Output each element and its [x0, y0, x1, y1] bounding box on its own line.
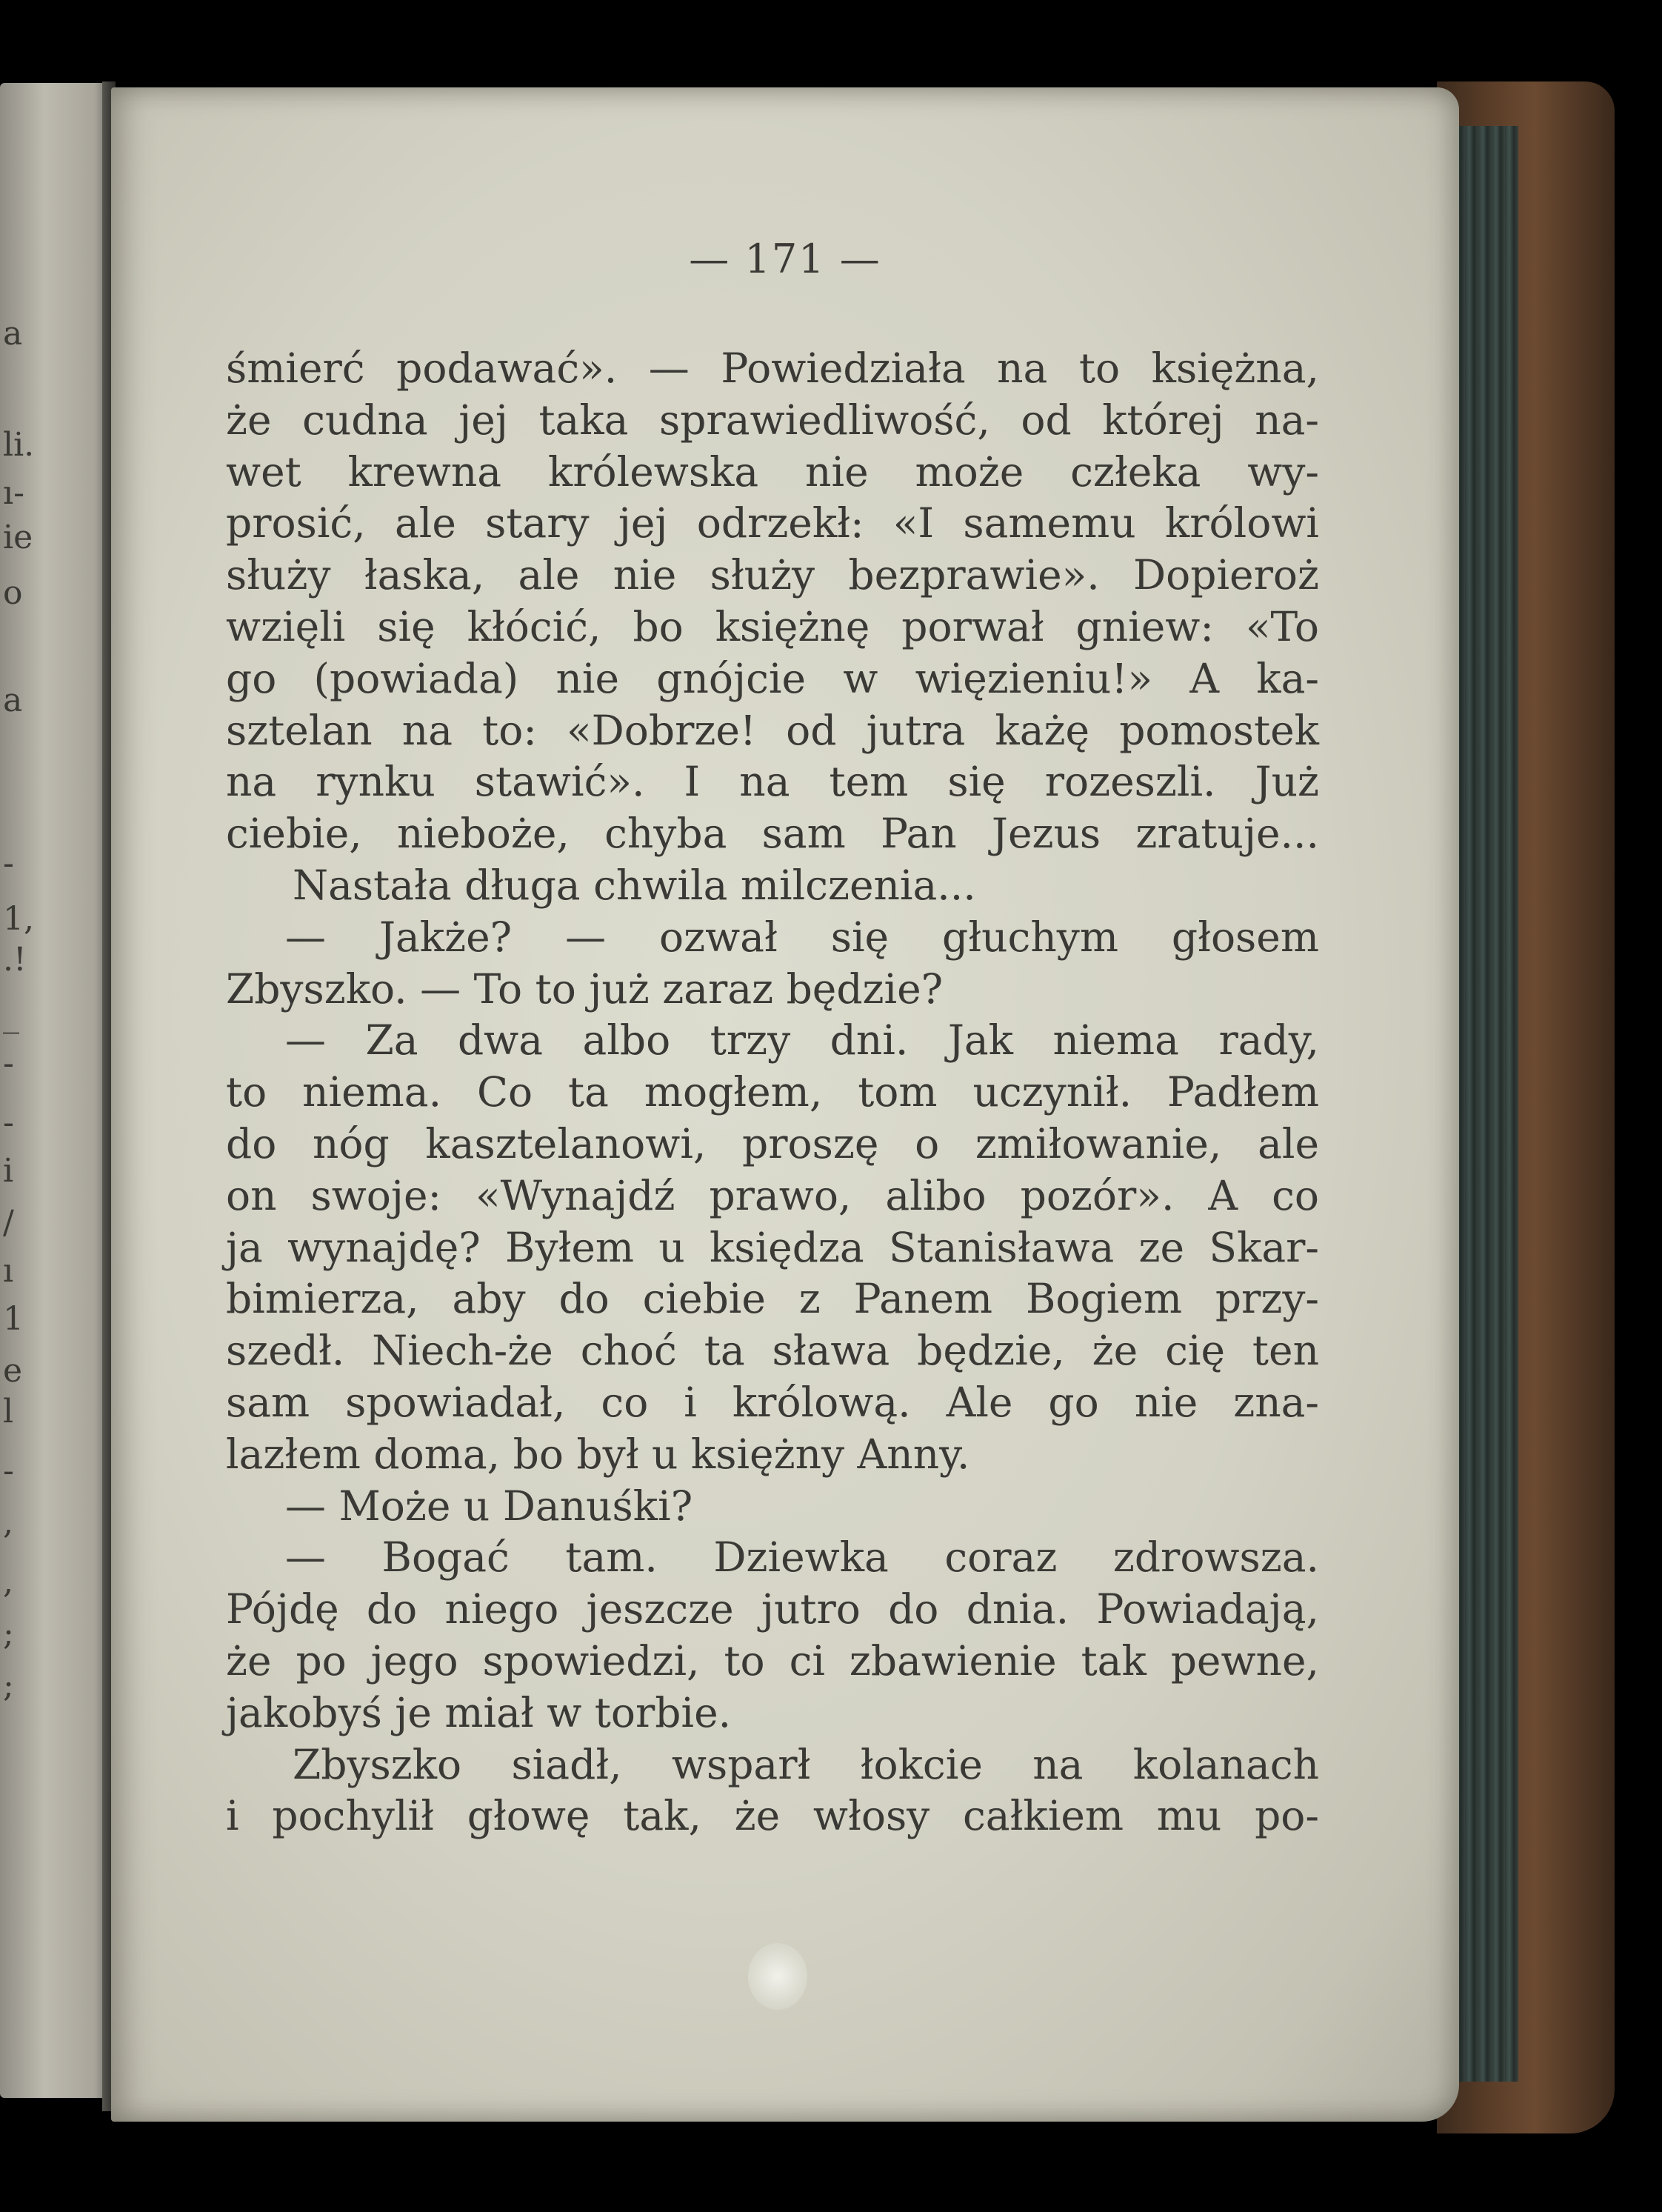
- text-line: — Może u Danuśki?: [285, 1482, 693, 1530]
- previous-page-fragment: .!: [3, 941, 27, 979]
- text-line: Nastała długa chwila milczenia...: [293, 861, 976, 909]
- text-line: służy łaska, ale nie służy bezprawie». Dopieroż: [226, 551, 1319, 599]
- previous-page-fragment: -: [3, 845, 14, 882]
- text-line: lazłem doma, bo był u księżny Anny.: [226, 1430, 970, 1478]
- paper-stain: [748, 1943, 807, 2010]
- page-number: — 171 —: [689, 236, 881, 282]
- text-line: wzięli się kłócić, bo księżnę porwał gniew: «To: [226, 602, 1319, 650]
- previous-page-fragment: -: [3, 1452, 14, 1490]
- text-line: że po jego spowiedzi, to ci zbawienie tak pewne,: [226, 1636, 1319, 1685]
- previous-page-fragment: ;: [3, 1667, 14, 1705]
- text-line: śmierć podawać». — Powiedziała na to księżna,: [226, 344, 1319, 392]
- previous-page-fragment: 1: [3, 1300, 24, 1338]
- previous-page-fragment: o: [3, 574, 23, 612]
- previous-page-fragment: ı-: [3, 474, 24, 512]
- previous-page-fragment: li.: [3, 426, 35, 464]
- text-line: że cudna jej taka sprawiedliwość, od której na-: [226, 396, 1319, 444]
- previous-page-fragment: -: [3, 1045, 14, 1082]
- previous-page-fragment: 1,: [3, 900, 34, 938]
- text-line: Zbyszko. — To to już zaraz będzie?: [226, 965, 944, 1013]
- previous-page-fragment: i: [3, 1152, 14, 1190]
- previous-page-fragment: -: [3, 1104, 14, 1142]
- previous-page-edge: [0, 83, 111, 2098]
- text-line: sztelan na to: «Dobrze! od jutra każę pomostek: [226, 706, 1319, 754]
- text-line: bimierza, aby do ciebie z Panem Bogiem przy-: [226, 1275, 1319, 1323]
- previous-page-fragment: ı: [3, 1252, 14, 1290]
- text-line: — Bogać tam. Dziewka coraz zdrowsza.: [285, 1533, 1319, 1582]
- previous-page-fragment: ,: [3, 1504, 13, 1542]
- previous-page-fragment: a: [3, 682, 23, 719]
- previous-page-fragment: ,: [3, 1563, 13, 1601]
- text-line: szedł. Niech-że choć ta sława będzie, że cię ten: [226, 1327, 1319, 1375]
- text-line: ciebie, nieboże, chyba sam Pan Jezus zratuje...: [226, 810, 1319, 858]
- text-line: go (powiada) nie gnójcie w więzieniu!» A ka-: [226, 654, 1319, 702]
- book-page: [111, 87, 1459, 2122]
- previous-page-fragment: l: [3, 1393, 14, 1430]
- text-line: Zbyszko siadł, wsparł łokcie na kolanach: [293, 1740, 1319, 1788]
- previous-page-fragment: e: [3, 1352, 23, 1390]
- previous-page-fragment: ;: [3, 1615, 14, 1653]
- text-line: wet krewna królewska nie może człeka wy-: [226, 447, 1319, 496]
- text-line: on swoje: «Wynajdź prawo, alibo pozór». A co: [226, 1171, 1319, 1219]
- text-line: ja wynajdę? Byłem u księdza Stanisława ze Skar-: [226, 1223, 1319, 1271]
- previous-page-fragment: ie: [3, 519, 33, 556]
- page-stack-edge: [1452, 126, 1518, 2082]
- text-line: do nóg kasztelanowi, proszę o zmiłowanie, ale: [226, 1119, 1319, 1167]
- previous-page-fragment: _: [3, 996, 19, 1034]
- page-text: [226, 343, 1319, 1842]
- text-line: — Za dwa albo trzy dni. Jak niema rady,: [285, 1016, 1319, 1065]
- text-line: — Jakże? — ozwał się głuchym głosem: [285, 913, 1319, 961]
- text-line: i pochylił głowę tak, że włosy całkiem mu po-: [226, 1792, 1319, 1840]
- text-line: prosić, ale stary jej odrzekł: «I samemu królowi: [226, 499, 1319, 547]
- text-line: na rynku stawić». I na tem się rozeszli. Już: [226, 758, 1319, 806]
- previous-page-fragment: a: [3, 315, 23, 353]
- previous-page-fragment: /: [3, 1204, 14, 1242]
- text-line: sam spowiadał, co i królową. Ale go nie zna-: [226, 1378, 1319, 1426]
- text-line: to niema. Co ta mogłem, tom uczynił. Padłem: [226, 1068, 1319, 1116]
- text-line: jakobyś je miał w torbie.: [226, 1688, 732, 1736]
- text-line: Pójdę do niego jeszcze jutro do dnia. Powiadają,: [226, 1585, 1319, 1633]
